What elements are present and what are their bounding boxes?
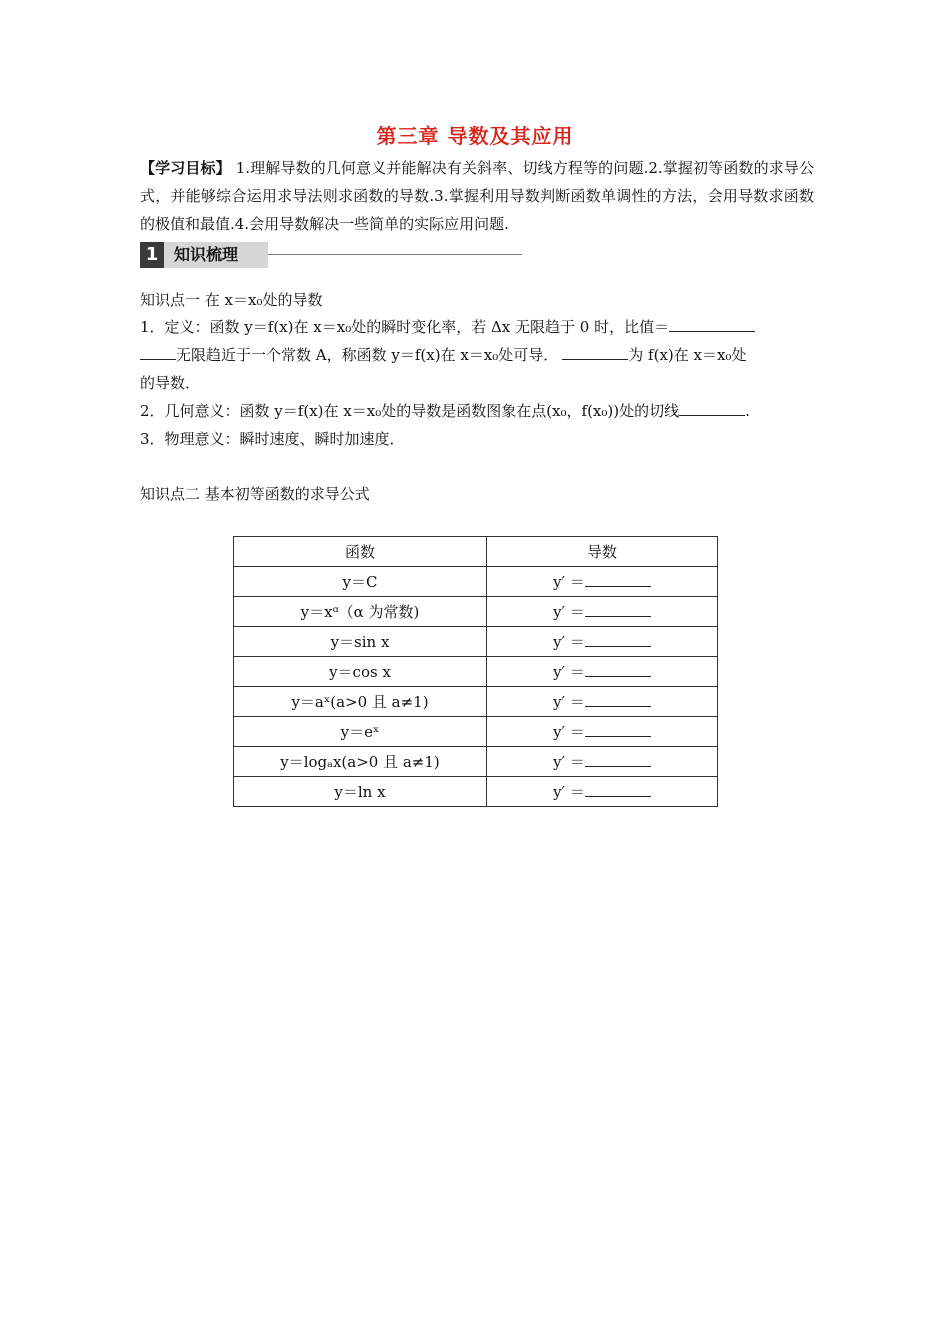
geometric-meaning-text: 2．几何意义：函数 y＝f(x)在 x＝x₀处的导数是函数图象在点(x₀，f(x₀))处的切线 [140, 402, 680, 420]
learning-goals-text: 1.理解导数的几何意义并能解决有关斜率、切线方程等的问题.2.掌握初等函数的求导公式，并能够综合运用求导法则求函数的导数.3.掌握利用导数判断函数单调性的方法，会用导数求函数的极值和最值.4.会用导数解决一些简单的实际应用问题. [140, 159, 814, 233]
derivative-prefix: y′ ＝ [553, 573, 585, 591]
blank-tangent-slope [679, 398, 745, 416]
blank-derivative-name [562, 342, 628, 360]
answer-blank [585, 782, 651, 797]
derivative-cell [487, 747, 718, 777]
derivative-prefix: y′ ＝ [553, 633, 585, 651]
derivative-prefix: y′ ＝ [553, 603, 585, 621]
derivative-formula-table [233, 536, 718, 807]
function-cell: y＝logₐx(a>0 且 a≠1) [234, 747, 487, 777]
table-row [234, 597, 718, 627]
kp2-heading: 知识点二 基本初等函数的求导公式 [140, 485, 370, 503]
answer-blank [585, 722, 651, 737]
chapter-title: 第三章 导数及其应用 [376, 124, 574, 148]
learning-goals [140, 154, 814, 238]
derivative-prefix: y′ ＝ [553, 723, 585, 741]
definition-line-2 [140, 341, 814, 369]
answer-blank [585, 602, 651, 617]
function-cell: y＝eˣ [234, 717, 487, 747]
table-row [234, 717, 718, 747]
function-cell: y＝ln x [234, 777, 487, 807]
geometric-meaning-line [140, 397, 814, 425]
table-row [234, 627, 718, 657]
definition-text-1: 1．定义：函数 y＝f(x)在 x＝x₀处的瞬时变化率，若 Δx 无限趋于 0 时，比值＝ [140, 318, 670, 336]
blank-ratio-part2 [140, 342, 176, 360]
table-header-derivative: 导数 [487, 537, 718, 567]
derivative-prefix: y′ ＝ [553, 663, 585, 681]
answer-blank [585, 572, 651, 587]
kp1-heading: 知识点一 在 x＝x₀处的导数 [140, 291, 323, 309]
derivative-prefix: y′ ＝ [553, 753, 585, 771]
derivative-prefix: y′ ＝ [553, 693, 585, 711]
geometric-meaning-end: . [745, 402, 750, 420]
definition-text-2a: 无限趋近于一个常数 A，称函数 y＝f(x)在 x＝x₀处可导． [176, 346, 559, 364]
derivative-cell [487, 567, 718, 597]
answer-blank [585, 692, 651, 707]
table-row [234, 687, 718, 717]
section-divider [268, 254, 522, 255]
answer-blank [585, 752, 651, 767]
table-row [234, 747, 718, 777]
derivative-cell [487, 717, 718, 747]
table-header-row [234, 537, 718, 567]
learning-goals-tag: 【学习目标】 [140, 159, 231, 177]
function-cell: y＝aˣ(a>0 且 a≠1) [234, 687, 487, 717]
function-cell: y＝sin x [234, 627, 487, 657]
table-header-function: 函数 [234, 537, 487, 567]
derivative-cell [487, 627, 718, 657]
definition-text-2b: 为 f(x)在 x＝x₀处 [628, 346, 747, 364]
function-cell: y＝cos x [234, 657, 487, 687]
blank-ratio-part1 [669, 314, 755, 332]
derivative-cell [487, 777, 718, 807]
section-label: 知识梳理 [164, 242, 268, 268]
function-cell: y＝xᵅ（α 为常数) [234, 597, 487, 627]
table-row [234, 777, 718, 807]
derivative-prefix: y′ ＝ [553, 783, 585, 801]
answer-blank [585, 662, 651, 677]
kp1-body [140, 313, 814, 453]
function-cell: y＝C [234, 567, 487, 597]
definition-line-1 [140, 313, 814, 341]
derivative-cell [487, 657, 718, 687]
derivative-cell [487, 687, 718, 717]
section-header [140, 242, 522, 268]
table-row [234, 657, 718, 687]
table-row [234, 567, 718, 597]
section-number: 1 [140, 242, 164, 268]
definition-line-3: 的导数． [140, 374, 201, 392]
physical-meaning-line: 3．物理意义：瞬时速度、瞬时加速度． [140, 430, 405, 448]
derivative-cell [487, 597, 718, 627]
answer-blank [585, 632, 651, 647]
